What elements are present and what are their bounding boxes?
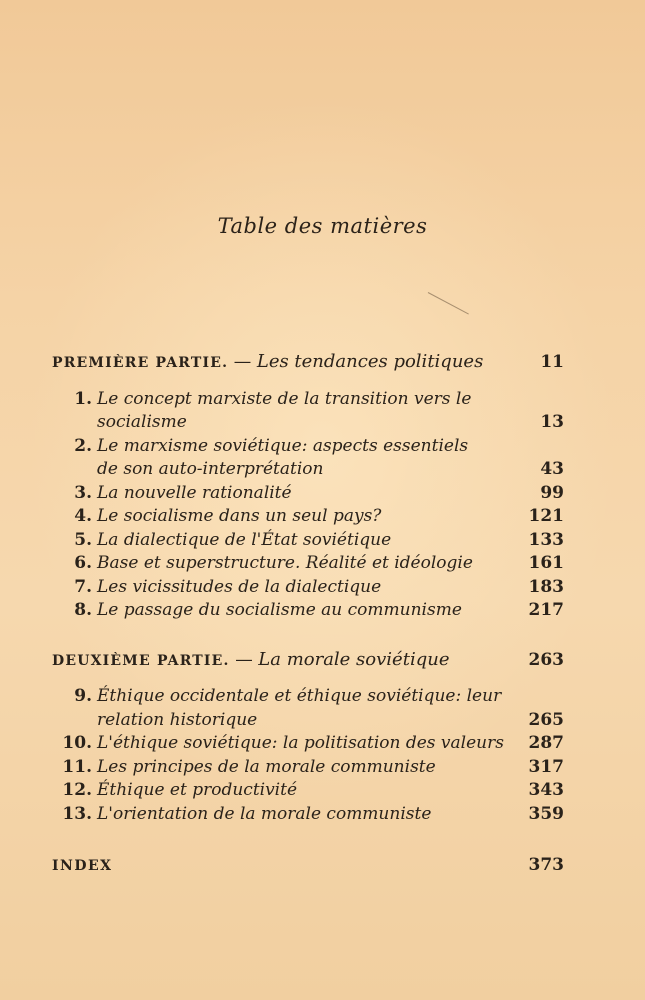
page-number: 373: [528, 855, 564, 875]
chapter-title: Le marxisme soviétique: aspects essentiels: [97, 435, 469, 456]
page-title: Table des matières: [217, 214, 428, 238]
page-number: 183: [528, 576, 564, 597]
chapter-number: 11.: [62, 756, 92, 777]
part-heading: [52, 648, 564, 674]
page-number: 99: [540, 482, 564, 503]
part-dash: —: [233, 352, 252, 372]
toc-entry: [52, 599, 564, 623]
toc-entry: [52, 576, 564, 600]
toc-entry: [52, 803, 564, 827]
chapter-number: 4.: [74, 506, 92, 526]
chapter-title-continued: socialisme: [97, 412, 187, 432]
toc-entry: [52, 552, 564, 576]
toc-entry: [52, 685, 564, 732]
chapter-title: Les vicissitudes de la dialectique: [97, 576, 382, 597]
part-title: La morale soviétique: [258, 648, 450, 670]
page-number: 43: [540, 459, 564, 479]
part-heading: [52, 350, 564, 376]
chapter-title-continued: relation historique: [97, 709, 258, 730]
table-of-contents: [52, 350, 564, 879]
toc-entry: [52, 732, 564, 756]
page-number: 343: [528, 780, 564, 800]
chapter-title: Éthique et productivité: [97, 780, 298, 800]
chapter-title: La dialectique de l'État soviétique: [97, 529, 392, 550]
chapter-title: Les principes de la morale communiste: [97, 756, 436, 777]
chapter-number: 6.: [74, 553, 92, 573]
chapter-number: 13.: [62, 803, 92, 824]
page-number: 287: [528, 733, 564, 753]
toc-entry: [52, 529, 564, 553]
part-label: PREMIÈRE PARTIE.: [52, 355, 229, 371]
chapter-number: 12.: [62, 780, 92, 800]
page-number: 317: [528, 756, 564, 777]
chapter-title: L'orientation de la morale communiste: [97, 803, 432, 824]
toc-entry: [52, 505, 564, 529]
part-title: Les tendances politiques: [256, 351, 484, 372]
page-number: 133: [528, 529, 564, 550]
chapter-number: 1.: [74, 388, 92, 409]
chapter-title: Le passage du socialisme au communisme: [97, 600, 462, 620]
index-entry: [52, 854, 564, 879]
chapter-number: 2.: [74, 435, 92, 456]
chapter-title: La nouvelle rationalité: [97, 482, 292, 503]
chapter-title-continued: de son auto-interprétation: [97, 459, 324, 479]
toc-entry: [52, 756, 564, 780]
page-number: 263: [528, 649, 564, 670]
page-number: 121: [528, 506, 564, 526]
page-number: 217: [528, 600, 564, 620]
page-number: 11: [540, 352, 564, 372]
chapter-title: Le concept marxiste de la transition vers le: [97, 388, 472, 409]
chapter-title: Base et superstructure. Réalité et idéologie: [97, 553, 473, 573]
toc-entry: [52, 388, 564, 435]
chapter-title: L'éthique soviétique: la politisation des valeurs: [97, 733, 504, 753]
chapter-number: 7.: [74, 576, 92, 597]
page-number: 161: [528, 553, 564, 573]
chapter-number: 3.: [74, 482, 92, 503]
chapter-number: 10.: [62, 733, 92, 753]
chapter-number: 5.: [74, 529, 92, 550]
index-label: INDEX: [52, 858, 113, 874]
chapter-number: 9.: [74, 686, 92, 706]
page-number: 265: [528, 709, 564, 730]
paper-mark: [428, 292, 469, 314]
part-label: DEUXIÈME PARTIE.: [52, 652, 230, 669]
chapter-number: 8.: [74, 600, 92, 620]
page-number: 13: [540, 412, 564, 432]
toc-entry: [52, 779, 564, 803]
chapter-title: Le socialisme dans un seul pays?: [97, 506, 382, 526]
toc-entry: [52, 435, 564, 482]
page-number: 359: [528, 803, 564, 824]
part-dash: —: [235, 649, 253, 670]
toc-entry: [52, 482, 564, 506]
chapter-title: Éthique occidentale et éthique soviétique: leur: [97, 686, 502, 706]
